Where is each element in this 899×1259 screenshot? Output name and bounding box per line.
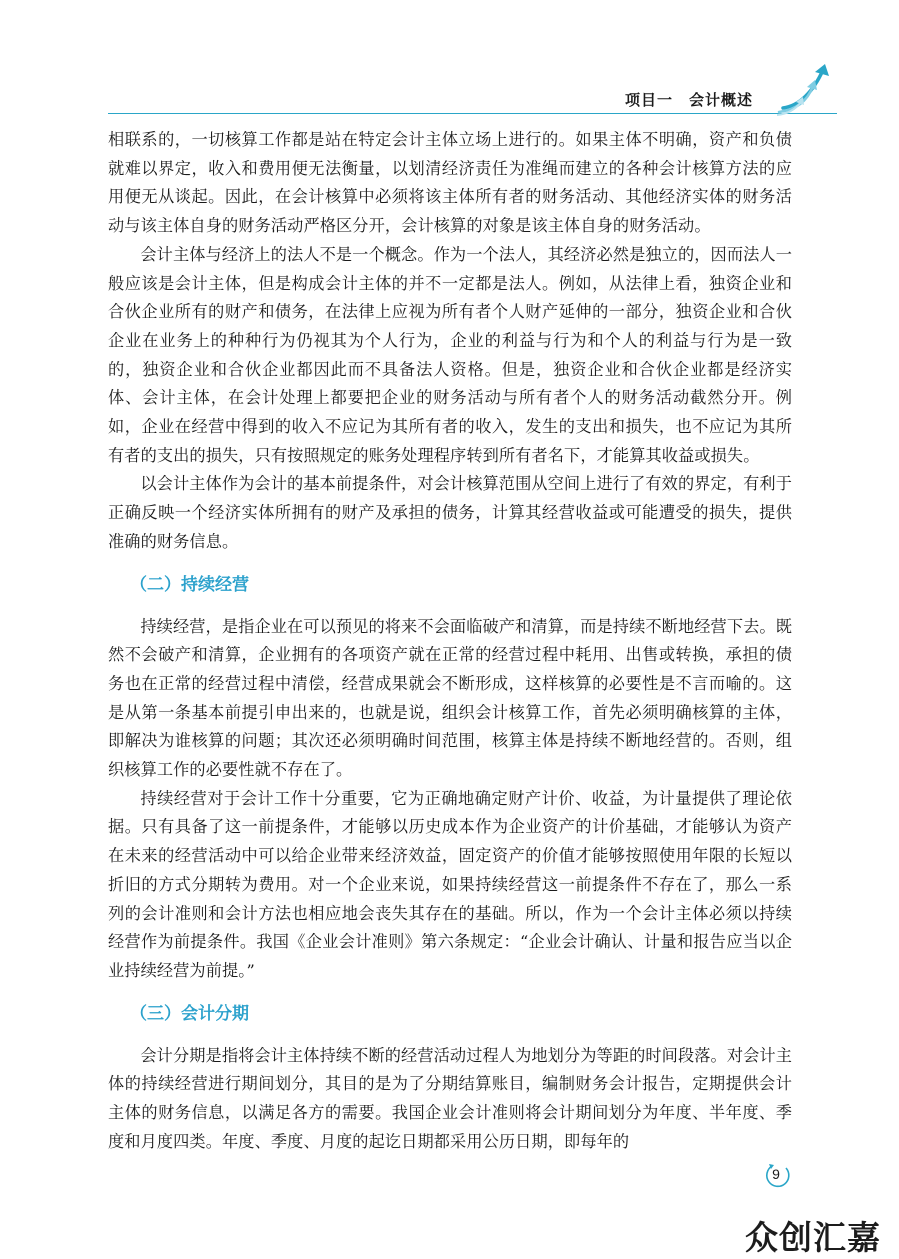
running-title: 项目一 会计概述 xyxy=(624,91,753,109)
header-rule xyxy=(108,113,837,114)
page-number-text: 9 xyxy=(772,1166,780,1182)
paragraph: 以会计主体作为会计的基本前提条件，对会计核算范围从空间上进行了有效的界定，有利于正确反映一个经济实体所拥有的财产及承担的债务，计算其经营收益或可能遭受的损失，提供准确的财务信息。 xyxy=(108,474,792,551)
paragraph: 持续经营对于会计工作十分重要，它为正确地确定财产计价、收益，为计量提供了理论依据。只有具备了这一前提条件，才能够以历史成本作为企业资产的计价基础，才能够认为资产在未来的经营活动中可以给企业带来经济效益，固定资产的价值才能够按照使用年限的长短以折旧的方式分期转为费用。对一个企业来说，如果持续经营这一前提条件不存在了，那么一系列的会计准则和会计方法也相应地会丧失其存在的基础。所以，作为一个会计主体必须以持续经营作为前提条件。我国《企业会计准则》第六条规定：“企业会计确认、计量和报告应当以企业持续经营为前提。” xyxy=(108,788,792,980)
paragraph: 相联系的，一切核算工作都是站在特定会计主体立场上进行的。如果主体不明确，资产和负债就难以界定，收入和费用便无法衡量，以划清经济责任为准绳而建立的各种会计核算方法的应用便无从谈起。因此，在会计核算中必须将该主体所有者的财务活动、其他经济实体的财务活动与该主体自身的财务活动严格区分开，会计核算的对象是该主体自身的财务活动。 xyxy=(108,130,792,236)
section-heading-accounting-period: （三）会计分期 xyxy=(130,1003,249,1024)
watermark: 众创汇嘉 xyxy=(745,1218,881,1257)
paragraph: 持续经营，是指企业在可以预见的将来不会面临破产和清算，而是持续不断地经营下去。既然不会破产和清算，企业拥有的各项资产就在正常的经营过程中耗用、出售或转换，承担的债务也在正常的经营过程中清偿，经营成果就会不断形成，这样核算的必要性是不言而喻的。这是从第一条基本前提引申出来的，也就是说，组织会计核算工作，首先必须明确核算的主体，即解决为谁核算的问题；其次还必须明确时间范围，核算主体是持续不断地经营的。否则，组织核算工作的必要性就不存在了。 xyxy=(108,616,792,780)
page-number xyxy=(764,1162,794,1192)
body-text xyxy=(108,126,792,1157)
rising-arrows-icon xyxy=(777,60,837,116)
paragraph: 会计主体与经济上的法人不是一个概念。作为一个法人，其经济必然是独立的，因而法人一般应该是会计主体，但是构成会计主体的并不一定都是法人。例如，从法律上看，独资企业和合伙企业所有的财产和债务，在法律上应视为所有者个人财产延伸的一部分，独资企业和合伙企业在业务上的种种行为仍视其为个人行为，企业的利益与行为和个人的利益与行为是一致的，独资企业和合伙企业都因此而不具备法人资格。但是，独资企业和合伙企业都是经济实体、会计主体，在会计处理上都要把企业的财务活动与所有者个人的财务活动截然分开。例如，企业在经营中得到的收入不应记为其所有者的收入，发生的支出和损失，也不应记为其所有者的支出的损失，只有按照规定的账务处理程序转到所有者名下，才能算其收益或损失。 xyxy=(108,244,792,465)
paragraph: 会计分期是指将会计主体持续不断的经营活动过程人为地划分为等距的时间段落。对会计主体的持续经营进行期间划分，其目的是为了分期结算账目，编制财务会计报告，定期提供会计主体的财务信息，以满足各方的需要。我国企业会计准则将会计期间划分为年度、半年度、季度和月度四类。年度、季度、月度的起讫日期都采用公历日期，即每年的 xyxy=(108,1045,792,1151)
page-header xyxy=(0,60,899,120)
section-heading-going-concern: （二）持续经营 xyxy=(130,574,249,595)
